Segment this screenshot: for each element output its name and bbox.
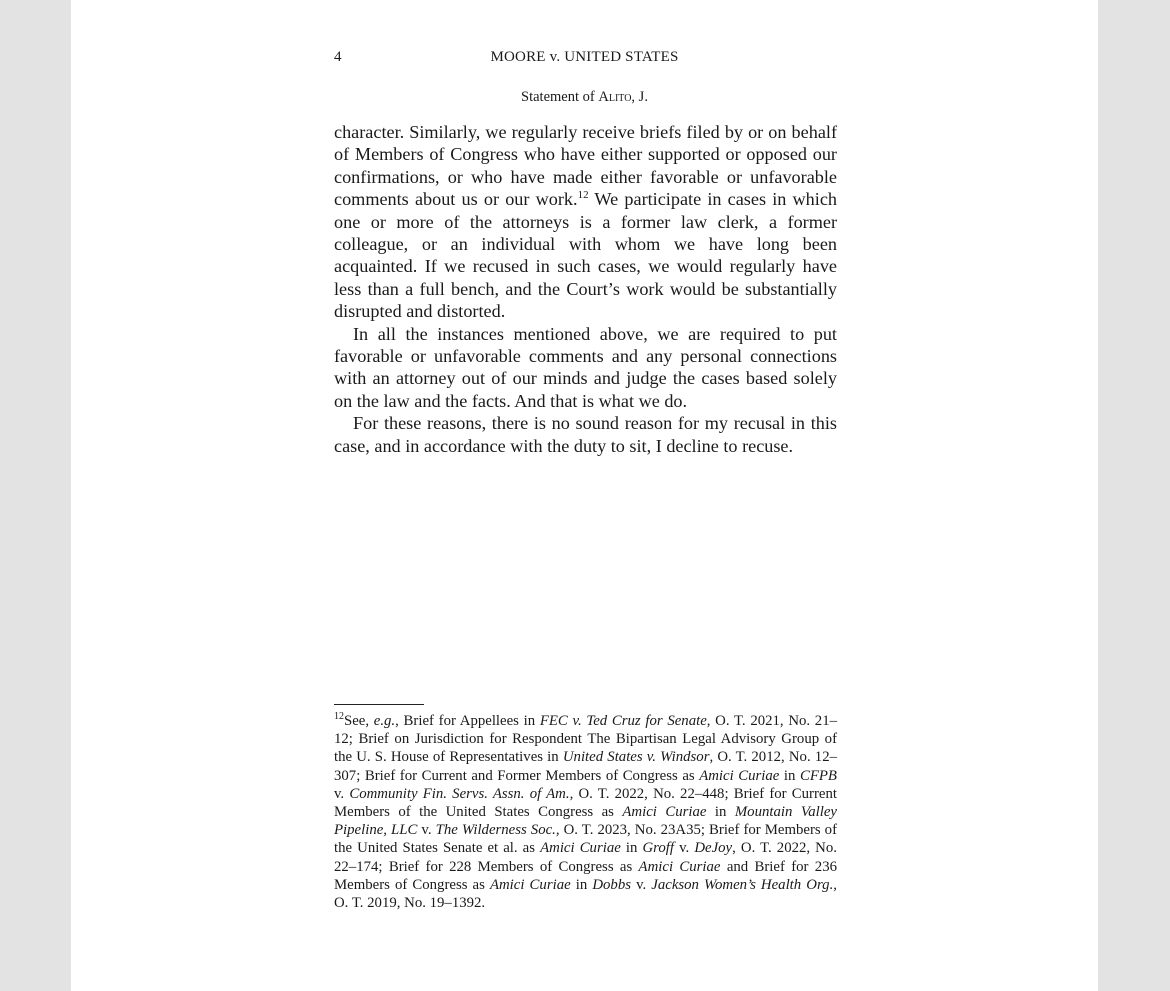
footnote-text: v.	[417, 822, 436, 839]
footnote-mark: 12	[334, 711, 344, 723]
case-name: The Wilderness Soc.	[435, 822, 556, 839]
document-page	[71, 0, 1098, 991]
footnote-text: , Brief for Appellees in	[395, 713, 540, 729]
case-name: Mountain Valley Pipeline, LLC	[334, 804, 837, 839]
footnote-text: and Brief for 236 Members of Congress as	[334, 858, 838, 893]
footnote-text: in	[779, 767, 800, 784]
statement-prefix: Statement of	[521, 89, 599, 105]
footnote-text: in	[570, 876, 593, 893]
footnote-text: v.	[334, 785, 350, 802]
footnote-divider	[334, 704, 424, 705]
footnote-text: , O. T. 2023, No. 23A35; Brief for Members of the United States Senate et al. as	[334, 822, 837, 857]
footnote-text: in	[706, 804, 735, 821]
statement-line	[71, 89, 1098, 106]
footnote-text: , O. T. 2012, No. 12–307; Brief for Current and Former Members of Congress as	[334, 749, 838, 784]
case-title: MOORE v. UNITED STATES	[490, 49, 679, 65]
case-name: FEC v. Ted Cruz for Senate	[539, 713, 707, 729]
footnote-italic: Amici Curiae	[540, 840, 621, 857]
case-name: CFPB	[799, 767, 837, 784]
case-name: DeJoy	[694, 840, 733, 857]
footnote-text: v.	[630, 876, 652, 893]
footnote-italic: Amici Curiae	[622, 804, 707, 821]
footnote-12	[334, 712, 837, 912]
footnote-text: , O. T. 2022, No. 22–174; Brief for 228 Members of Congress as	[334, 840, 837, 875]
footnote-italic: Amici Curiae	[638, 858, 721, 875]
page-number: 4	[334, 49, 342, 65]
paragraph-3: For these reasons, there is no sound reason for my recusal in this case, and in accordance with the duty to sit, I decline to recuse.	[334, 413, 837, 456]
opinion-body	[334, 121, 837, 457]
footnote-text: , O. T. 2019, No. 19–1392.	[334, 876, 837, 912]
footnote-text: , O. T. 2021, No. 21–12; Brief on Jurisdiction for Respondent The Bipartisan Legal Advisory Group of the U. S. House of Representatives in	[334, 713, 837, 766]
case-name: Dobbs	[592, 876, 631, 893]
case-name: Groff	[642, 840, 674, 857]
paragraph-1-part-a: character. Similarly, we regularly receive briefs filed by or on behalf of Members of Congress who have either supported or opposed our confirmations, or who have made either favorable or unfavorable comments about us or our work.	[334, 122, 837, 210]
footnote-italic: Amici Curiae	[489, 876, 571, 893]
footnote-text: , O. T. 2022, No. 22–448; Brief for Current Members of the United States Congress as	[334, 785, 837, 821]
paragraph-1-part-b: We participate in cases in which one or more of the attorneys is a former law clerk, a former colleague, or an individual with whom we have long been acquainted. If we recused in such cases, we would regularly have less than a full bench, and the Court’s work would be substantially disrupted and distorted.	[334, 189, 837, 322]
justice-name: Alito	[598, 89, 632, 105]
case-name: Community Fin. Servs. Assn. of Am.	[349, 785, 570, 802]
footnote-text: in	[620, 840, 643, 857]
case-name: United States v. Windsor	[562, 749, 710, 766]
justice-suffix: , J.	[631, 89, 648, 105]
footnote-text: v.	[674, 840, 695, 857]
footnote-reference[interactable]: 12	[577, 189, 589, 202]
paragraph-2: In all the instances mentioned above, we are required to put favorable or unfavorable comments and any personal connections with an attorney out of our minds and judge the cases based solely on the law and the facts. And that is what we do.	[334, 323, 837, 411]
footnote-text: See,	[344, 713, 374, 729]
paragraph-1	[334, 121, 837, 323]
footnote-italic: Amici Curiae	[699, 767, 780, 784]
case-name: Jackson Women’s Health Org.	[651, 876, 834, 893]
footnote-italic: e.g.	[373, 713, 396, 729]
